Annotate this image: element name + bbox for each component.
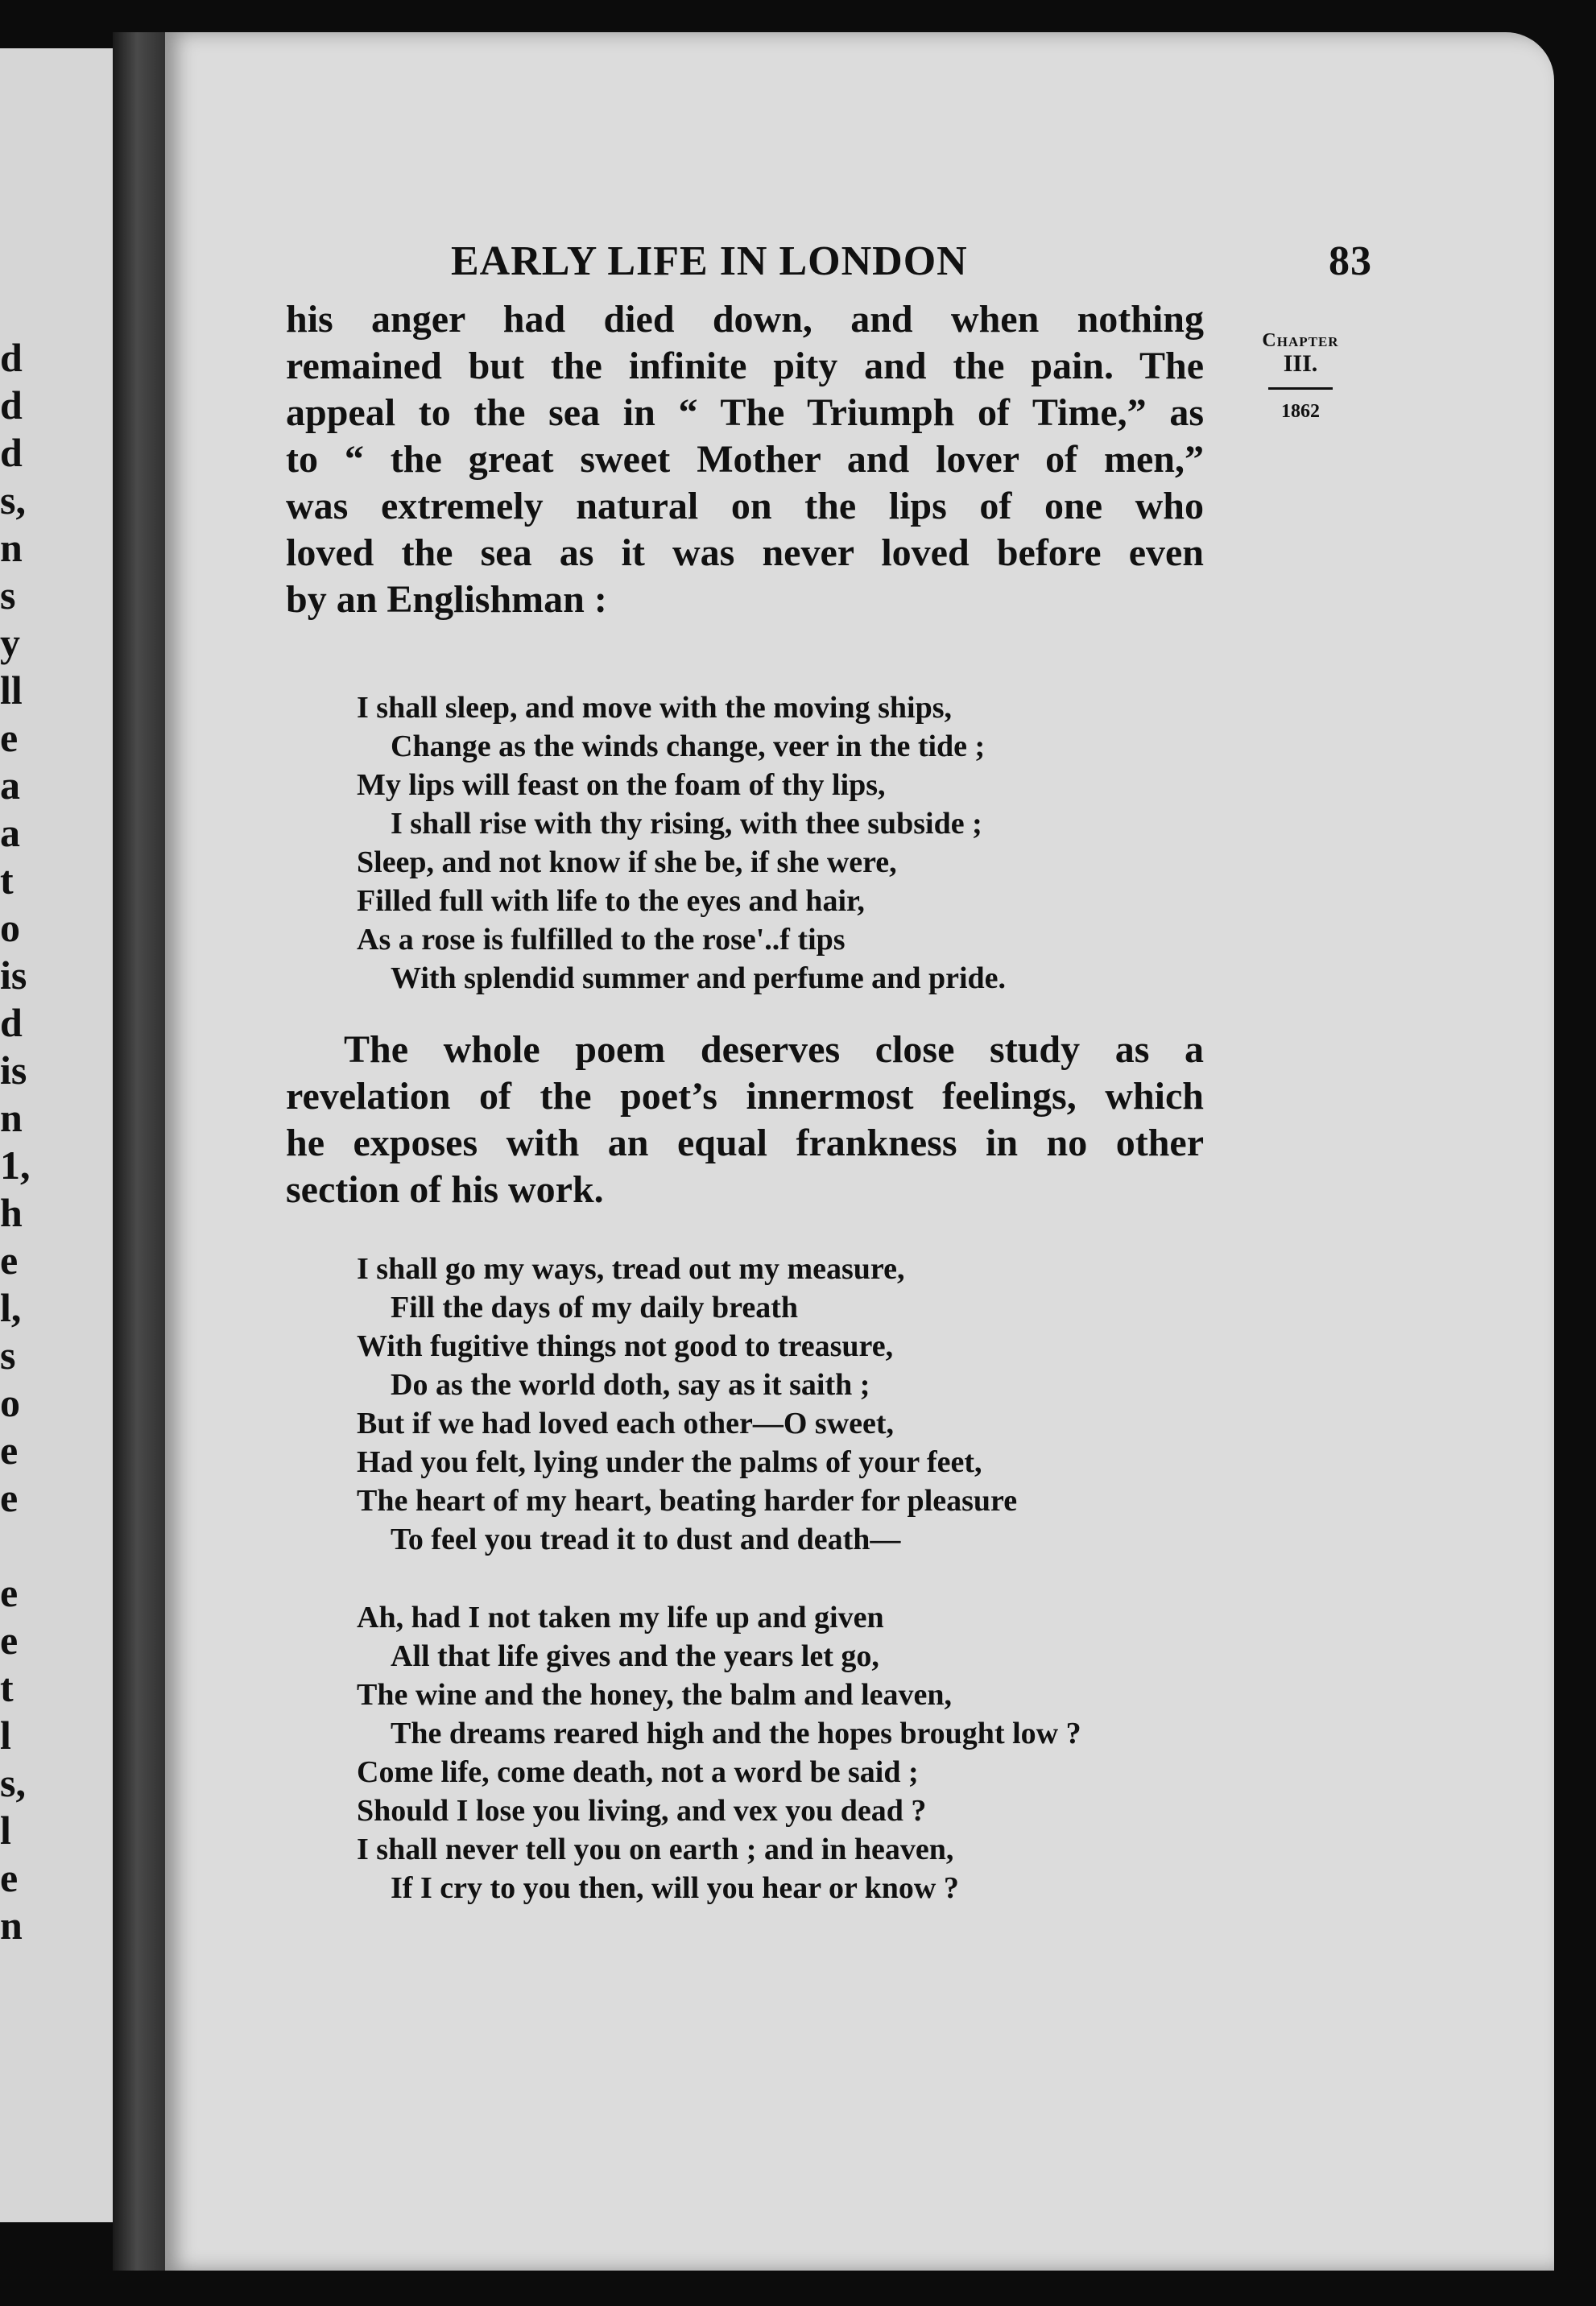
prose-line: to “ the great sweet Mother and lover of men,” (286, 438, 1204, 481)
prose-line: he exposes with an equal frankness in no other (286, 1122, 1204, 1164)
verse-stanza-3 (357, 1598, 1202, 1907)
left-letter: e (0, 1855, 19, 1900)
left-letter (0, 1522, 24, 1569)
left-letter: d (0, 430, 23, 475)
verse-line: The wine and the honey, the balm and leaven, (357, 1678, 952, 1712)
prose-line: appeal to the sea in “ The Triumph of Time,” as (286, 391, 1204, 434)
verse-line: I shall never tell you on earth ; and in heaven, (357, 1833, 954, 1866)
book-page (165, 32, 1554, 2271)
left-letter: e (0, 715, 19, 760)
left-letter: is (0, 1048, 27, 1093)
verse-line: Do as the world doth, say as it saith ; (391, 1368, 870, 1402)
left-letter: l (0, 1713, 11, 1758)
verse-line: I shall sleep, and move with the moving ships, (357, 691, 953, 725)
prose-line: his anger had died down, and when nothing (286, 298, 1204, 341)
left-letter: d (0, 1000, 23, 1045)
paragraph-1 (286, 296, 1204, 623)
prose-line: revelation of the poet’s innermost feelings, which (286, 1075, 1204, 1118)
left-letter: l (0, 1808, 11, 1853)
verse-line: Ah, had I not taken my life up and given (357, 1601, 884, 1634)
left-letter: e (0, 1238, 19, 1283)
verse-line: I shall go my ways, tread out my measure, (357, 1252, 905, 1286)
left-letter: l, (0, 1285, 22, 1330)
verse-line: Had you felt, lying under the palms of your feet, (357, 1445, 982, 1479)
verse-line: To feel you tread it to dust and death— (391, 1523, 901, 1556)
left-letter: n (0, 525, 23, 570)
verse-line: Change as the winds change, veer in the tide ; (391, 729, 986, 763)
margin-note (1232, 330, 1369, 423)
prose-line: section of his work. (286, 1168, 604, 1211)
verse-line: But if we had loved each other—O sweet, (357, 1407, 895, 1440)
left-letter: s, (0, 1760, 26, 1805)
paragraph-2 (286, 1027, 1204, 1213)
left-letter: h (0, 1190, 23, 1235)
left-page-edge (0, 48, 121, 2222)
margin-rule (1268, 387, 1333, 390)
verse-line: Come life, come death, not a word be said ; (357, 1755, 919, 1789)
margin-year: 1862 (1281, 401, 1320, 422)
verse-line: My lips will feast on the foam of thy lips, (357, 768, 886, 802)
left-letter: a (0, 810, 20, 855)
verse-stanza-1 (357, 688, 1202, 998)
verse-line: Filled full with life to the eyes and hair, (357, 884, 865, 918)
verse-line: Should I lose you living, and vex you dead ? (357, 1794, 927, 1828)
left-letter: a (0, 762, 20, 808)
page-number: 83 (1329, 238, 1372, 284)
verse-line: Sleep, and not know if she be, if she were, (357, 845, 897, 879)
verse-line: All that life gives and the years let go, (391, 1639, 879, 1673)
left-letter: y (0, 620, 20, 665)
prose-line: by an Englishman : (286, 578, 607, 621)
left-letter: t (0, 1665, 14, 1710)
left-letter: o (0, 905, 20, 950)
left-letter: d (0, 382, 23, 428)
left-letter: e (0, 1570, 19, 1615)
left-page-letters (0, 334, 31, 1949)
verse-line: With splendid summer and perfume and pride. (391, 961, 1007, 995)
chapter-number: III. (1283, 350, 1318, 377)
left-letter: e (0, 1428, 19, 1473)
verse-line: If I cry to you then, will you hear or know ? (391, 1871, 959, 1905)
prose-line: was extremely natural on the lips of one who (286, 485, 1204, 527)
chapter-label: Chapter (1262, 330, 1339, 351)
left-letter: t (0, 858, 14, 903)
running-title: EARLY LIFE IN LONDON (451, 238, 968, 284)
prose-line: The whole poem deserves close study as a (344, 1028, 1204, 1071)
left-letter: s (0, 572, 16, 618)
left-letter: n (0, 1903, 23, 1948)
verse-line: As a rose is fulfilled to the rose'..f tips (357, 923, 846, 957)
verse-line: The dreams reared high and the hopes brought low ? (391, 1717, 1081, 1750)
left-letter: e (0, 1618, 19, 1663)
verse-line: I shall rise with thy rising, with thee subside ; (391, 807, 982, 841)
verse-line: With fugitive things not good to treasure, (357, 1329, 894, 1363)
verse-line: The heart of my heart, beating harder for pleasure (357, 1484, 1018, 1518)
left-letter: s (0, 1333, 16, 1378)
prose-line: remained but the infinite pity and the pain. The (286, 345, 1204, 387)
verse-line: Fill the days of my daily breath (391, 1291, 798, 1325)
book-gutter (113, 32, 173, 2271)
left-letter: is (0, 953, 27, 998)
verse-stanza-2 (357, 1250, 1202, 1559)
left-letter: d (0, 335, 23, 380)
left-letter: 1, (0, 1143, 31, 1188)
left-letter: n (0, 1095, 23, 1140)
left-letter: ll (0, 667, 23, 713)
prose-line: loved the sea as it was never loved before even (286, 531, 1204, 574)
left-letter: e (0, 1475, 19, 1520)
left-letter: s, (0, 477, 26, 523)
left-letter: o (0, 1380, 20, 1425)
